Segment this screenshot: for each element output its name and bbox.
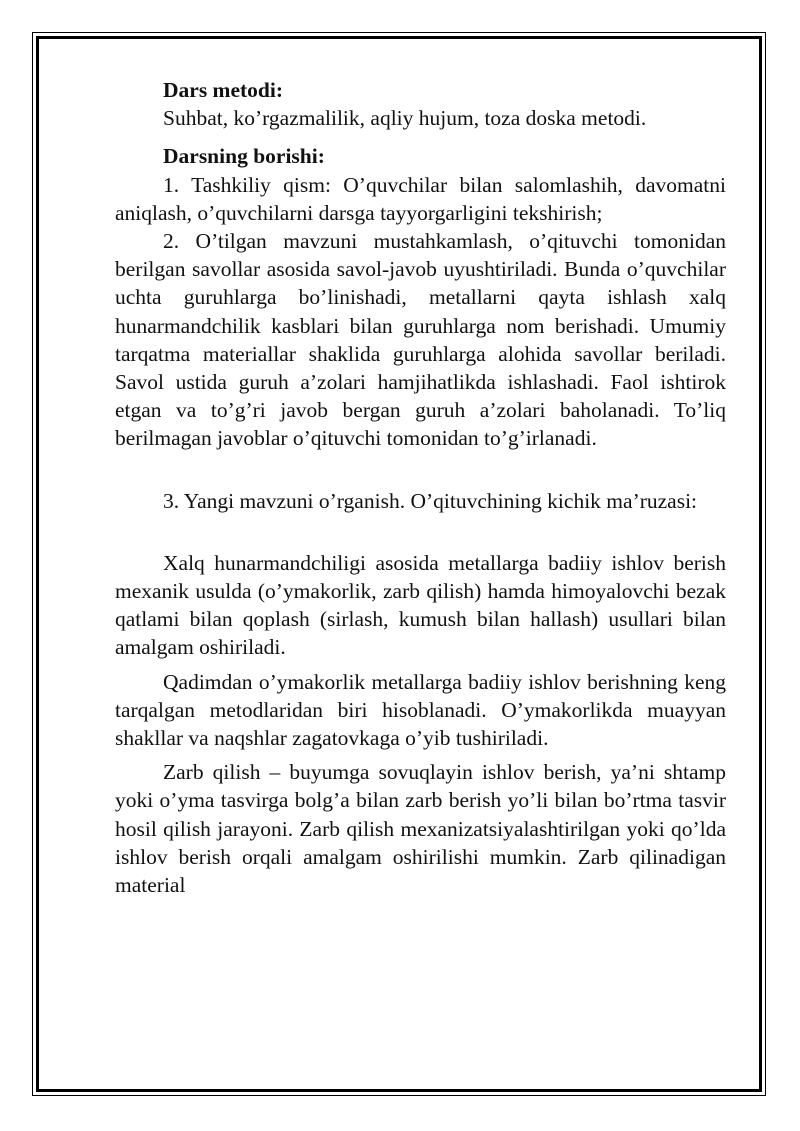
lecture-paragraph-1: Xalq hunarmandchiligi asosida metallarga badiiy ishlov berish mexanik usulda (o’ymakorlik, zarb qilish) hamda himoyalovchi bezak qatlami bilan qoplash (sirlash, kumush bilan hallash) usullari bilan amalgam oshiriladi.	[115, 550, 726, 660]
lecture-paragraph-3: Zarb qilish – buyumga sovuqlayin ishlov berish, ya’ni shtamp yoki o’yma tasvirga bolg’a bilan zarb berish yo’li bilan bo’rtma tasvir hosil qilish jarayoni. Zarb qilish mexanizatsiyalashtirilgan yoki qo’lda ishlov berish orqali amalgam oshirilishi mumkin. Zarb qilinadigan material	[115, 760, 726, 898]
step-1-paragraph: 1. Tashkiliy qism: O’quvchilar bilan salomlashih, davomatni aniqlash, o’quvchilarni darsga tayyorgarligini tekshirish;	[115, 172, 726, 225]
document-body	[115, 76, 726, 899]
spacer	[115, 515, 726, 549]
step-3-paragraph: 3. Yangi mavzuni o’rganish. O’qituvchining kichik ma’ruzasi:	[163, 488, 698, 513]
lecture-paragraph-2: Qadimdan o’ymakorlik metallarga badiiy ishlov berishning keng tarqalgan metodlaridan biri hisoblanadi. O’ymakorlikda muayyan shakllar va naqshlar zagatovkaga o’yib tushiriladi.	[115, 669, 726, 751]
spacer	[115, 453, 726, 487]
spacer	[115, 132, 726, 142]
method-heading: Dars metodi:	[163, 78, 284, 102]
progress-heading: Darsning borishi:	[163, 144, 325, 169]
method-text: Suhbat, ko’rgazmalilik, aqliy hujum, toza doska metodi.	[163, 106, 647, 131]
step-2-paragraph: 2. O’tilgan mavzuni mustahkamlash, o’qituvchi tomonidan berilgan savollar asosida savol-javob uyushtiriladi. Bunda o’quvchilar uchta guruhlarga bo’linishadi, metallarni qayta ishlash xalq hunarmandchilik kasblari bilan guruhlarga nom berishadi. Umumiy tarqatma materiallar shaklida guruhlarga alohida savollar beriladi. Savol ustida guruh a’zolari hamjihatlikda ishlashadi. Faol ishtirok etgan va to’g’ri javob bergan guruh a’zolari baholanadi. To’liq berilmagan javoblar o’qituvchi tomonidan to’g’irlanadi.	[115, 229, 726, 451]
